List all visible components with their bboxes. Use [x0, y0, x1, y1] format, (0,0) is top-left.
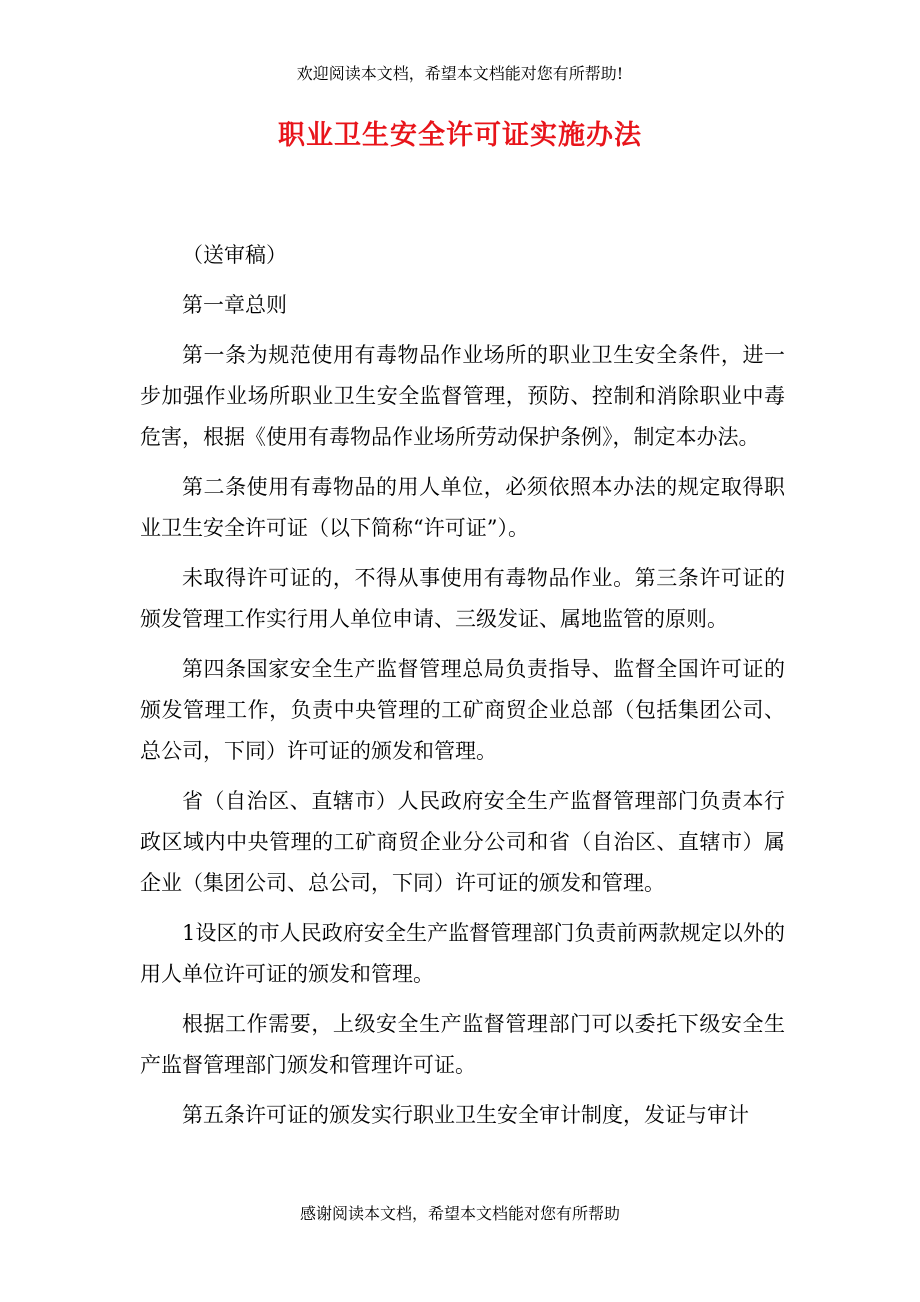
- paragraph-article-4-provincial: 省（自治区、直辖市）人民政府安全生产监督管理部门负责本行政区域内中央管理的工矿商贸企业分公司和省（自治区、直辖市）属企业（集团公司、总公司，下同）许可证的颁发和管理。: [140, 789, 785, 895]
- paragraph-article-1: 第一条为规范使用有毒物品作业场所的职业卫生安全条件，进一步加强作业场所职业卫生安全监督管理，预防、控制和消除职业中毒危害，根据《使用有毒物品作业场所劳动保护条例》，制定本办法。: [140, 343, 785, 449]
- paragraph-chapter-heading: 第一章总则: [182, 293, 287, 317]
- page-footer: 感谢阅读本文档，希望本文档能对您有所帮助: [299, 1204, 620, 1223]
- paragraph-draft-note: （送审稿）: [182, 243, 287, 267]
- document-title: 职业卫生安全许可证实施办法: [278, 120, 642, 151]
- paragraph-article-2: 第二条使用有毒物品的用人单位，必须依照本办法的规定取得职业卫生安全许可证（以下简称“许可证”）。: [140, 475, 785, 540]
- paragraph-article-4-delegation: 根据工作需要，上级安全生产监督管理部门可以委托下级安全生产监督管理部门颁发和管理许可证。: [140, 1012, 785, 1077]
- paragraph-article-3: 未取得许可证的，不得从事使用有毒物品作业。第三条许可证的颁发管理工作实行用人单位申请、三级发证、属地监管的原则。: [140, 566, 785, 631]
- page-header: 欢迎阅读本文档，希望本文档能对您有所帮助!: [296, 64, 624, 83]
- document-body: [140, 235, 785, 1145]
- paragraph-article-4-municipal: 1设区的市人民政府安全生产监督管理部门负责前两款规定以外的用人单位许可证的颁发和管理。: [140, 921, 785, 986]
- paragraph-article-5: 第五条许可证的颁发实行职业卫生安全审计制度，发证与审计: [182, 1103, 749, 1127]
- paragraph-article-4: 第四条国家安全生产监督管理总局负责指导、监督全国许可证的颁发管理工作，负责中央管理的工矿商贸企业总部（包括集团公司、总公司，下同）许可证的颁发和管理。: [140, 657, 785, 763]
